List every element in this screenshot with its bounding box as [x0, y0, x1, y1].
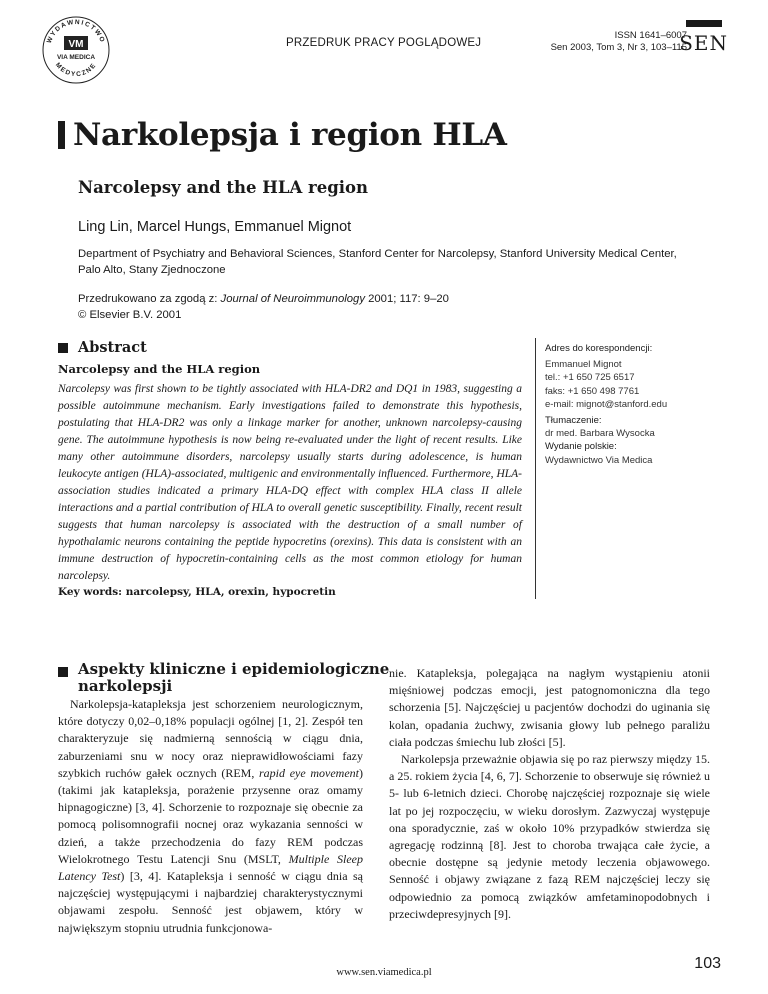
- logo-wordmark: VIA MEDICA: [56, 54, 96, 61]
- issn: ISSN 1641–6007: [614, 30, 687, 41]
- section-marker: [58, 343, 68, 353]
- running-title: PRZEDRUK PRACY POGLĄDOWEJ: [286, 37, 482, 49]
- section-heading: Aspekty kliniczne i epidemiologiczne narkolepsji: [78, 660, 390, 695]
- article-title-block: [58, 117, 507, 153]
- reprint-suffix: 2001; 117: 9–20: [364, 293, 449, 305]
- section-marker: [58, 667, 68, 677]
- paragraph: [58, 696, 363, 937]
- article-subtitle: Narcolepsy and the HLA region: [78, 178, 369, 197]
- correspondence-label: Adres do korespondencji:: [545, 343, 653, 354]
- text-run-italic: Multiple Sleep Latency Test: [58, 851, 363, 884]
- abstract-text: Narcolepsy was first shown to be tightly associated with HLA-DR2 and DQ1 in 1983, suggesting a possible autoimmune mechanism. Early investigations failed to demonstrate this hypothesis, postulating that HLA-DR2 was only a linkage marker for another, unknown narcolepsy-causing gene. The autoimmune hypothesis is now being re-evaluated under the light of recent results. Like many other autoimmune disorders, narcolepsy usually starts during adolescence, is human leukocyte antigen (HLA)-associated, multigenic and environmentally influenced. Furthermore, HLA-association studies indicated a primary HLA-DQ effect with complex HLA class II allele interactions and a partial contribution of HLA to overall genetic susceptibility. Finally, recent result suggests that human narcolepsy is associated with the destruction of a small number of hypothalamic neurons containing the peptide hypocretins (orexins). This data is consistent with an immune destruction of hypocretin-containing cells as the most common etiology for human narcolepsy.: [58, 383, 522, 582]
- publisher-logo: [38, 12, 114, 88]
- text-run: Narkolepsja-katapleksja jest schorzeniem neurologicznym, które dotyczy 0,02–0,18% populacji ogólnej [1, 2]. Zespół ten charakteryzuje się nadmierną sennością w ciągu dnia, zaburzeniami snu w nocy oraz nieprawidłowościami fazy szybkich ruchów gałek ocznych (REM,: [58, 697, 363, 780]
- correspondence-fax: faks: +1 650 498 7761: [545, 385, 640, 397]
- svg-text:MEDYCZNE: [54, 62, 98, 79]
- body-column-right: [389, 665, 710, 923]
- text-run: ) (takimi jak katapleksja, porażenie przysenne oraz omamy hipnagogiczne) [3, 4]. Schorzenie to rozpoznaje się obecnie za pomocą polisomnografii nocnej oraz wykazania senności w dzień, a także przechodzenia do fazy REM podczas Wielokrotnego Testu Latencji Snu (MSLT,: [58, 765, 363, 866]
- text-run-italic: rapid eye movement: [259, 765, 359, 780]
- article-title: Narkolepsja i region HLA: [73, 117, 507, 153]
- paragraph: nie. Katapleksja, polegająca na nagłym wystąpieniu atonii mięśniowej podczas emocji, jest patognomoniczna dla tego schorzenia [5]. Najczęściej u pacjentów dochodzi do uginania się kolan, opadania żuchwy, zwisania głowy lub pełnego paraliżu ciała podczas śmiechu lub złości [5].: [389, 666, 710, 749]
- keywords: Key words: narcolepsy, HLA, orexin, hypocretin: [58, 586, 336, 598]
- correspondence-name: Emmanuel Mignot: [545, 359, 622, 371]
- affiliation: Department of Psychiatry and Behavioral Sciences, Stanford Center for Narcolepsy, Stanford University Medical Center, Palo Alto, Stany Zjednoczone: [78, 248, 677, 276]
- journal-logo-bar: [686, 20, 722, 27]
- abstract-heading: Abstract: [78, 339, 147, 356]
- reprint-line: [78, 291, 449, 307]
- issn-block: [551, 30, 687, 54]
- journal-logo-text: SEN: [679, 31, 728, 55]
- svg-text:VM: VM: [68, 39, 84, 50]
- page-number: 103: [694, 955, 721, 972]
- title-marker: [58, 121, 65, 149]
- correspondence-box: [545, 342, 735, 467]
- column-divider: [535, 338, 536, 599]
- section-heading-block: [58, 661, 398, 695]
- paragraph: Narkolepsja przeważnie objawia się po raz pierwszy między 15. a 25. rokiem życia [4, 6, 7]. Schorzenie to obserwuje się również u 5- lub 6-letnich dzieci. Chorobę najczęściej rozpoznaje się wiele lat po jej rozpoczęciu, w wieku dorosłym. Zazwyczaj występuje ona sporadycznie, zaś w około 10% przypadków stwierdza się agregację rodzinną [8]. Jest to choroba trwająca całe życie, a obecnie dostępne są jedynie metody leczenia objawowego. Senność i objawy związane z fazą REM najczęściej leczy się odpowiednio za pomocą związków amfetaminopodobnych i przeciwdepresyjnych [9].: [389, 752, 710, 921]
- abstract-subtitle: Narcolepsy and the HLA region: [58, 362, 261, 376]
- citation: Sen 2003, Tom 3, Nr 3, 103–115: [550, 42, 687, 53]
- edition-label: Wydanie polskie:: [545, 441, 617, 453]
- reprint-journal: Journal of Neuroimmunology: [220, 293, 365, 305]
- abstract-heading-block: [58, 339, 147, 356]
- polish-publisher: Wydawnictwo Via Medica: [545, 454, 653, 466]
- logo-arc-top: WYDAWNICTWO: [45, 18, 107, 45]
- text-run: ) [3, 4]. Katapleksja i senność w ciągu dnia są najczęściej występującymi i najbardziej charakterystycznymi objawami zespołu. Senność jest objawem, który w największym stopniu utrudnia funkcjonowa-: [58, 869, 363, 935]
- copyright: © Elsevier B.V. 2001: [78, 309, 182, 321]
- translator: dr med. Barbara Wysocka: [545, 428, 655, 440]
- authors: Ling Lin, Marcel Hungs, Emmanuel Mignot: [78, 219, 352, 235]
- body-column-left: [58, 696, 363, 937]
- translation-label: Tłumaczenie:: [545, 415, 602, 427]
- footer-url[interactable]: www.sen.viamedica.pl: [336, 967, 432, 978]
- reprint-notice: [78, 291, 449, 323]
- reprint-prefix: Przedrukowano za zgodą z:: [78, 293, 221, 305]
- journal-logo: [679, 20, 728, 55]
- correspondence-email[interactable]: e-mail: mignot@stanford.edu: [545, 398, 668, 410]
- logo-arc-bottom: MEDYCZNE: [53, 61, 99, 79]
- correspondence-tel: tel.: +1 650 725 6517: [545, 372, 635, 384]
